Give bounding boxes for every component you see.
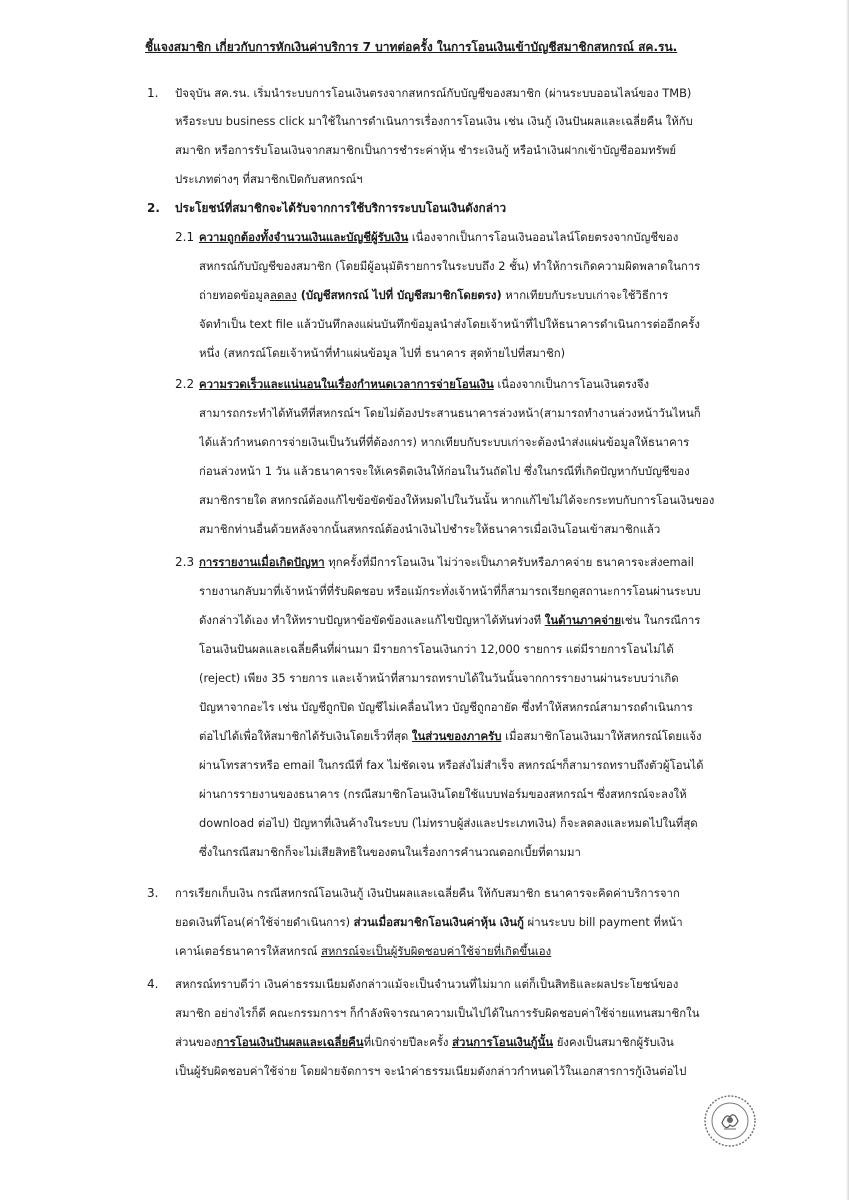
section-3-number: 3. [147, 886, 159, 900]
subsection-2-3-line: ต่อไปได้เพื่อให้สมาชิกได้รับเงินโดยเร็วที่สุด ในส่วนของภาครับ เมื่อสมาชิกโอนเงินมาให้สหกรณ์โดยแจ้ง [199, 729, 702, 743]
subsection-2-2-title: ความรวดเร็วและแน่นอนในเรื่องกำหนดเวลาการจ่ายโอนเงิน [199, 377, 494, 391]
subsection-2-2-line: สมาชิกท่านอื่นด้วยหลังจากนั้นสหกรณ์ต้องนำเงินไปชำระให้ธนาคารเมื่อเงินโอนเข้าสมาชิกแล้ว [199, 522, 661, 536]
section-1-line: ปัจจุบัน สค.รน. เริ่มนำระบบการโอนเงินตรงจากสหกรณ์กับบัญชีของสมาชิก (ผ่านระบบออนไลน์ของ TMB) [175, 86, 692, 100]
section-2-number: 2. [147, 201, 160, 215]
subsection-2-1-number: 2.1 [175, 230, 195, 244]
subsection-2-1-line: ความถูกต้องทั้งจำนวนเงินและบัญชีผู้รับเงิน เนื่องจากเป็นการโอนเงินออนไลน์โดยตรงจากบัญชีของ [199, 230, 679, 244]
subsection-2-3-line: รายงานกลับมาที่เจ้าหน้าที่ที่รับผิดชอบ หรือแม้กระทั่งเจ้าหน้าที่ก็สามารถเรียกดูสถานะการโอนผ่านระบบ [199, 584, 701, 598]
subsection-2-2-line: สมาชิกรายใด สหกรณ์ต้องแก้ไขข้อขัดข้องให้หมดไปในวันนั้น หากแก้ไขไม่ได้จะกระทบกับการโอนเงินของ [199, 493, 715, 507]
official-seal-stamp [702, 1093, 758, 1149]
section-1-line: สมาชิก หรือการรับโอนเงินจากสมาชิกเป็นการชำระค่าหุ้น ชำระเงินกู้ หรือนำเงินฝากเข้าบัญชีออมทรัพย์ [175, 143, 677, 157]
section-4-number: 4. [147, 977, 159, 991]
subsection-2-1-line: ถ่ายทอดข้อมูลลดลง (บัญชีสหกรณ์ ไปที่ บัญชีสมาชิกโดยตรง) หากเทียบกับระบบเก่าจะใช้วิธีการ [199, 288, 669, 302]
subsection-2-1-line: สหกรณ์กับบัญชีของสมาชิก (โดยมีผู้อนุมัติรายการในระบบถึง 2 ชั้น) ทำให้การเกิดความผิดพลาดในการ [199, 259, 701, 273]
section-4-line: สมาชิก อย่างไรก็ดี คณะกรรมการฯ ก็กำลังพิจารณาความเป็นไปได้ในการรับผิดชอบค่าใช้จ่ายแทนสมาชิกใน [175, 1006, 700, 1020]
section-1-number: 1. [147, 86, 159, 100]
subsection-2-3-line: ปัญหาจากอะไร เช่น บัญชีถูกปิด บัญชีไม่เคลื่อนไหว บัญชีถูกอายัด ซึ่งทำให้สหกรณ์สามารถดำเนินการ [199, 700, 693, 714]
subsection-2-3-line: ผ่านโทรสารหรือ email ในกรณีที่ fax ไม่ชัดเจน หรือส่งไม่สำเร็จ สหกรณ์ฯก็สามารถทราบถึงตัวผู้โอนได้ [199, 758, 704, 772]
subsection-2-3-number: 2.3 [175, 555, 195, 569]
subsection-2-2-line: ความรวดเร็วและแน่นอนในเรื่องกำหนดเวลาการจ่ายโอนเงิน เนื่องจากเป็นการโอนเงินตรงจึง [199, 377, 650, 391]
subsection-2-2-number: 2.2 [175, 377, 195, 391]
subsection-2-1-line: หนึ่ง (สหกรณ์โดยเจ้าหน้าที่ทำแผ่นข้อมูล ไปที่ ธนาคาร สุดท้ายไปที่สมาชิก) [199, 346, 566, 360]
section-1-line: ประเภทต่างๆ ที่สมาชิกเปิดกับสหกรณ์ฯ [175, 172, 363, 186]
section-4-line: เป็นผู้รับผิดชอบค่าใช้จ่าย โดยฝ่ายจัดการฯ จะนำค่าธรรมเนียมดังกล่าวกำหนดไว้ในเอกสารการกู้เงินต่อไป [175, 1064, 687, 1078]
section-4-line: สหกรณ์ทราบดีว่า เงินค่าธรรมเนียมดังกล่าวแม้จะเป็นจำนวนที่ไม่มาก แต่ก็เป็นสิทธิและผลประโยชน์ของ [175, 977, 679, 991]
subsection-2-3-line: (reject) เพียง 35 รายการ และเจ้าหน้าที่สามารถทราบได้ในวันนั้นจากการรายงานผ่านระบบว่าเกิด [199, 671, 679, 685]
subsection-2-3-line: โอนเงินปันผลและเฉลี่ยคืนที่ผ่านมา มีรายการโอนเงินกว่า 12,000 รายการ แต่มีรายการโอนไม่ได้ [199, 642, 674, 656]
subsection-2-2-line: สามารถกระทำได้ทันทีที่สหกรณ์ฯ โดยไม่ต้องประสานธนาคารล่วงหน้า(สามารถทำงานล่วงหน้าวันไหนก็ [199, 406, 701, 420]
section-3-line: ยอดเงินที่โอน(ค่าใช้จ่ายดำเนินการ) ส่วนเมื่อสมาชิกโอนเงินค่าหุ้น เงินกู้ ผ่านระบบ bill payment ที่หน้า [175, 915, 683, 929]
document-title: ชี้แจงสมาชิก เกี่ยวกับการหักเงินค่าบริการ 7 บาทต่อครั้ง ในการโอนเงินเข้าบัญชีสมาชิกสหกรณ์ สค.รน. [145, 40, 678, 54]
section-3-line: การเรียกเก็บเงิน กรณีสหกรณ์โอนเงินกู้ เงินปันผลและเฉลี่ยคืน ให้กับสมาชิก ธนาคารจะคิดค่าบริการจาก [175, 886, 680, 900]
section-2-heading: ประโยชน์ที่สมาชิกจะได้รับจากการใช้บริการระบบโอนเงินดังกล่าว [175, 201, 507, 215]
subsection-2-1-title: ความถูกต้องทั้งจำนวนเงินและบัญชีผู้รับเงิน [199, 230, 409, 244]
subsection-2-2-line: ได้แล้วกำหนดการจ่ายเงินเป็นวันที่ที่ต้องการ) หากเทียบกับระบบเก่าจะต้องนำส่งแผ่นข้อมูลให้ธนาคาร [199, 435, 690, 449]
subsection-2-3-line: download ต่อไป) ปัญหาที่เงินค้างในระบบ (ไม่ทราบผู้ส่งและประเภทเงิน) ก็จะลดลงและหมดไปในที่สุด [199, 816, 698, 830]
section-3-line: เคาน์เตอร์ธนาคารให้สหกรณ์ สหกรณ์จะเป็นผู้รับผิดชอบค่าใช้จ่ายที่เกิดขึ้นเอง [175, 944, 552, 958]
subsection-2-2-line: ก่อนล่วงหน้า 1 วัน แล้วธนาคารจะให้เครดิตเงินให้ก่อนในวันถัดไป ซึ่งในกรณีที่เกิดปัญหากับบัญชีของ [199, 464, 690, 478]
subsection-2-1-line: จัดทำเป็น text file แล้วบันทึกลงแผ่นบันทึกข้อมูลนำส่งโดยเจ้าหน้าที่ไปให้ธนาคารดำเนินการต่ออีกครั้ง [199, 317, 700, 331]
subsection-2-3-line: ดังกล่าวได้เอง ทำให้ทราบปัญหาข้อขัดข้องและแก้ไขปัญหาได้ทันท่วงที ในด้านภาคจ่ายเช่น ในกรณีการ [199, 613, 701, 627]
subsection-2-3-line: ผ่านการรายงานของธนาคาร (กรณีสมาชิกโอนเงินโดยใช้แบบฟอร์มของสหกรณ์ฯ ซึ่งสหกรณ์จะลงให้ [199, 787, 687, 801]
section-1-line: หรือระบบ business click มาใช้ในการดำเนินการเรื่องการโอนเงิน เช่น เงินกู้ เงินปันผลและเฉลี่ยคืน ให้กับ [175, 114, 693, 128]
subsection-2-3-line: ซึ่งในกรณีสมาชิกก็จะไม่เสียสิทธิในของตนในเรื่องการคำนวณดอกเบี้ยที่ตามมา [199, 845, 581, 859]
section-4-line: ส่วนของการโอนเงินปันผลและเฉลี่ยคืนที่เบิกจ่ายปีละครั้ง ส่วนการโอนเงินกู้นั้น ยังคงเป็นสมาชิกผู้รับเงิน [175, 1035, 674, 1049]
subsection-2-3-line: การรายงานเมื่อเกิดปัญหา ทุกครั้งที่มีการโอนเงิน ไม่ว่าจะเป็นภาครับหรือภาคจ่าย ธนาคารจะส่งemail [199, 555, 694, 569]
subsection-2-3-title: การรายงานเมื่อเกิดปัญหา [199, 555, 325, 569]
